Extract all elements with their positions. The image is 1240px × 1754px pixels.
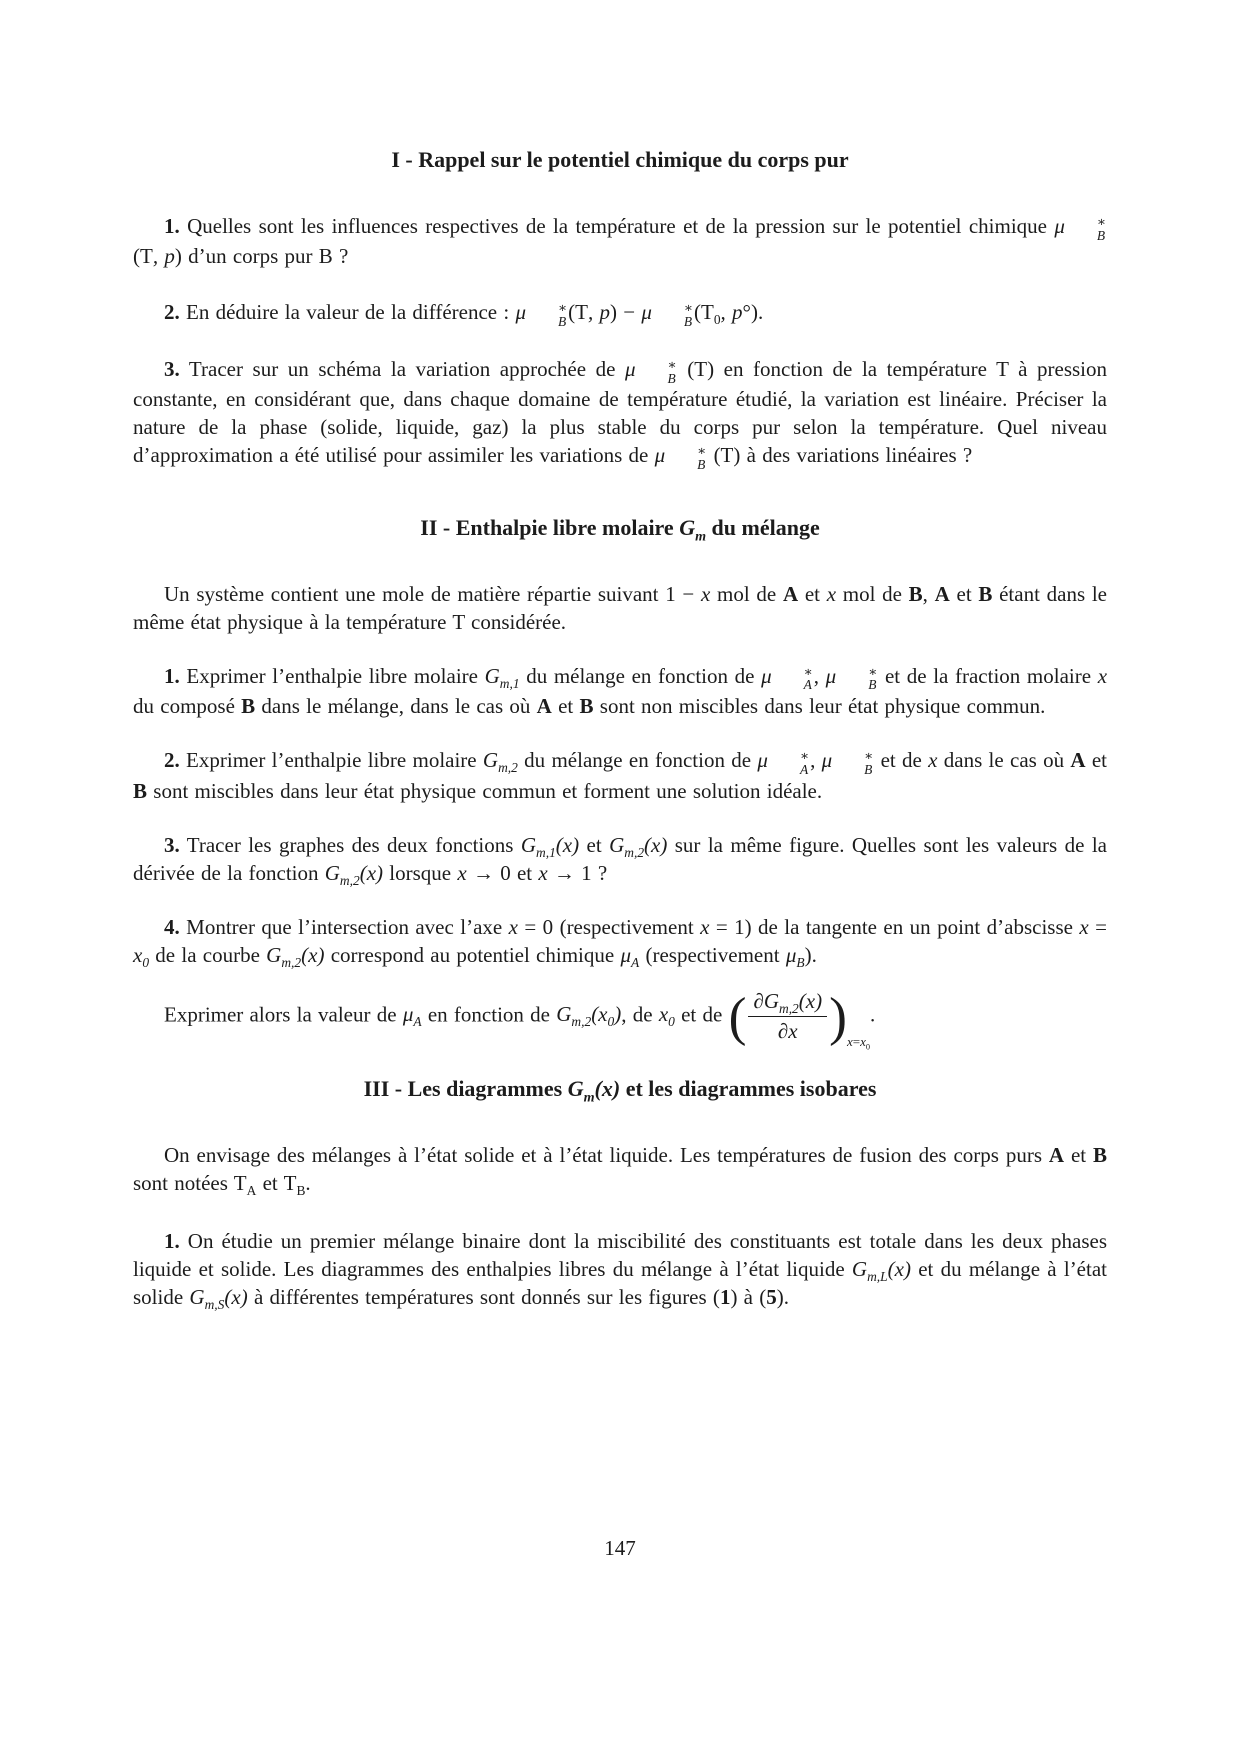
section-heading-i: I - Rappel sur le potentiel chimique du corps pur [391,147,849,172]
paragraph-iii-intro: On envisage des mélanges à l’état solide et à l’état liquide. Les températures de fusion des corps purs A et B sont notées $T_A$ et $T_B$. [133,1143,1108,1199]
paragraph-i-1: 1. Quelles sont les influences respectives de la température et de la pression sur le potentiel chimique μ ∗ B (T, p) d’un corps pur B ? [133,214,1106,269]
paragraph-i-2: 2. En déduire la valeur de la différence : μ ∗ B (T, p) − μ ∗ B ($T_0$, p°). [164,300,764,330]
paragraph-i-3: 3. Tracer sur un schéma la variation approchée de μ ∗ B (T) en fonction de la température T à pression constante, en considérant que, dans chaque domaine de température étudié, la variation est linéaire. Préciser la nature de la phase (solide, liquide, gaz) la plus stable du corps pur selon la température. Quel niveau d’approximation a été utilisé pour assimiler les variations de μ ∗ B (T) à des variations linéaires ? [133,356,1107,472]
section-heading-iii: III - Les diagrammes $G_m(x)$ et les diagrammes isobares [363,1076,877,1106]
paragraph-ii-intro: Un système contient une mole de matière répartie suivant 1 − x mol de A et x mol de B, A et B étant dans le même état physique à la température T considérée. [133,581,1107,634]
paragraph-ii-3: 3. Tracer les graphes des deux fonctions $G_{m,1}(x)$ et $G_{m,2}(x)$ sur la même figure. Quelles sont les valeurs de la dérivée de la fonction $G_{m,2}(x)$ lorsque x → 0 et x → 1 ? [133,832,1108,888]
paragraph-ii-5: Exprimer alors la valeur de $\mu_A$ en fonction de $G_{m,2}(x_0)$, de $x_0$ et de ( $\frac{\partial G_{m,2}(x)}{\partial x}$ )$_{x=x_0}$. [164,986,876,1052]
paragraph-ii-4: 4. Montrer que l’intersection avec l’axe x = 0 (respectivement x = 1) de la tangente en un point d’abscisse $x = x_0$ de la courbe $G_{m,2}(x)$ correspond au potentiel chimique $\mu_A$ (respectivement $\mu_B$). [133,914,1107,970]
section-heading-ii: II - Enthalpie libre molaire $G_m$ du mélange [420,514,820,545]
paragraph-ii-2: 2. Exprimer l’enthalpie libre molaire $G_{m,2}$ du mélange en fonction de μ ∗ A , μ ∗ B et de x dans le cas où A et B sont miscibles dans leur état physique commun et forment une solution idéale. [133,748,1108,803]
paragraph-ii-1: 1. Exprimer l’enthalpie libre molaire $G_{m,1}$ du mélange en fonction de μ ∗ A , μ ∗ B et de la fraction molaire x du composé B dans le mélange, dans le cas où A et B sont non miscibles dans leur état physique commun. [133,663,1108,719]
paragraph-iii-1: 1. On étudie un premier mélange binaire dont la miscibilité des constituants est totale dans les deux phases liquide et solide. Les diagrammes des enthalpies libres du mélange à l’état liquide $G_{m,L}(x)$ et du mélange à l’état solide $G_{m,S}(x)$ à différentes températures sont donnés sur les figures (1) à (5). [133,1229,1107,1313]
page-number: 147 [604,1536,636,1560]
